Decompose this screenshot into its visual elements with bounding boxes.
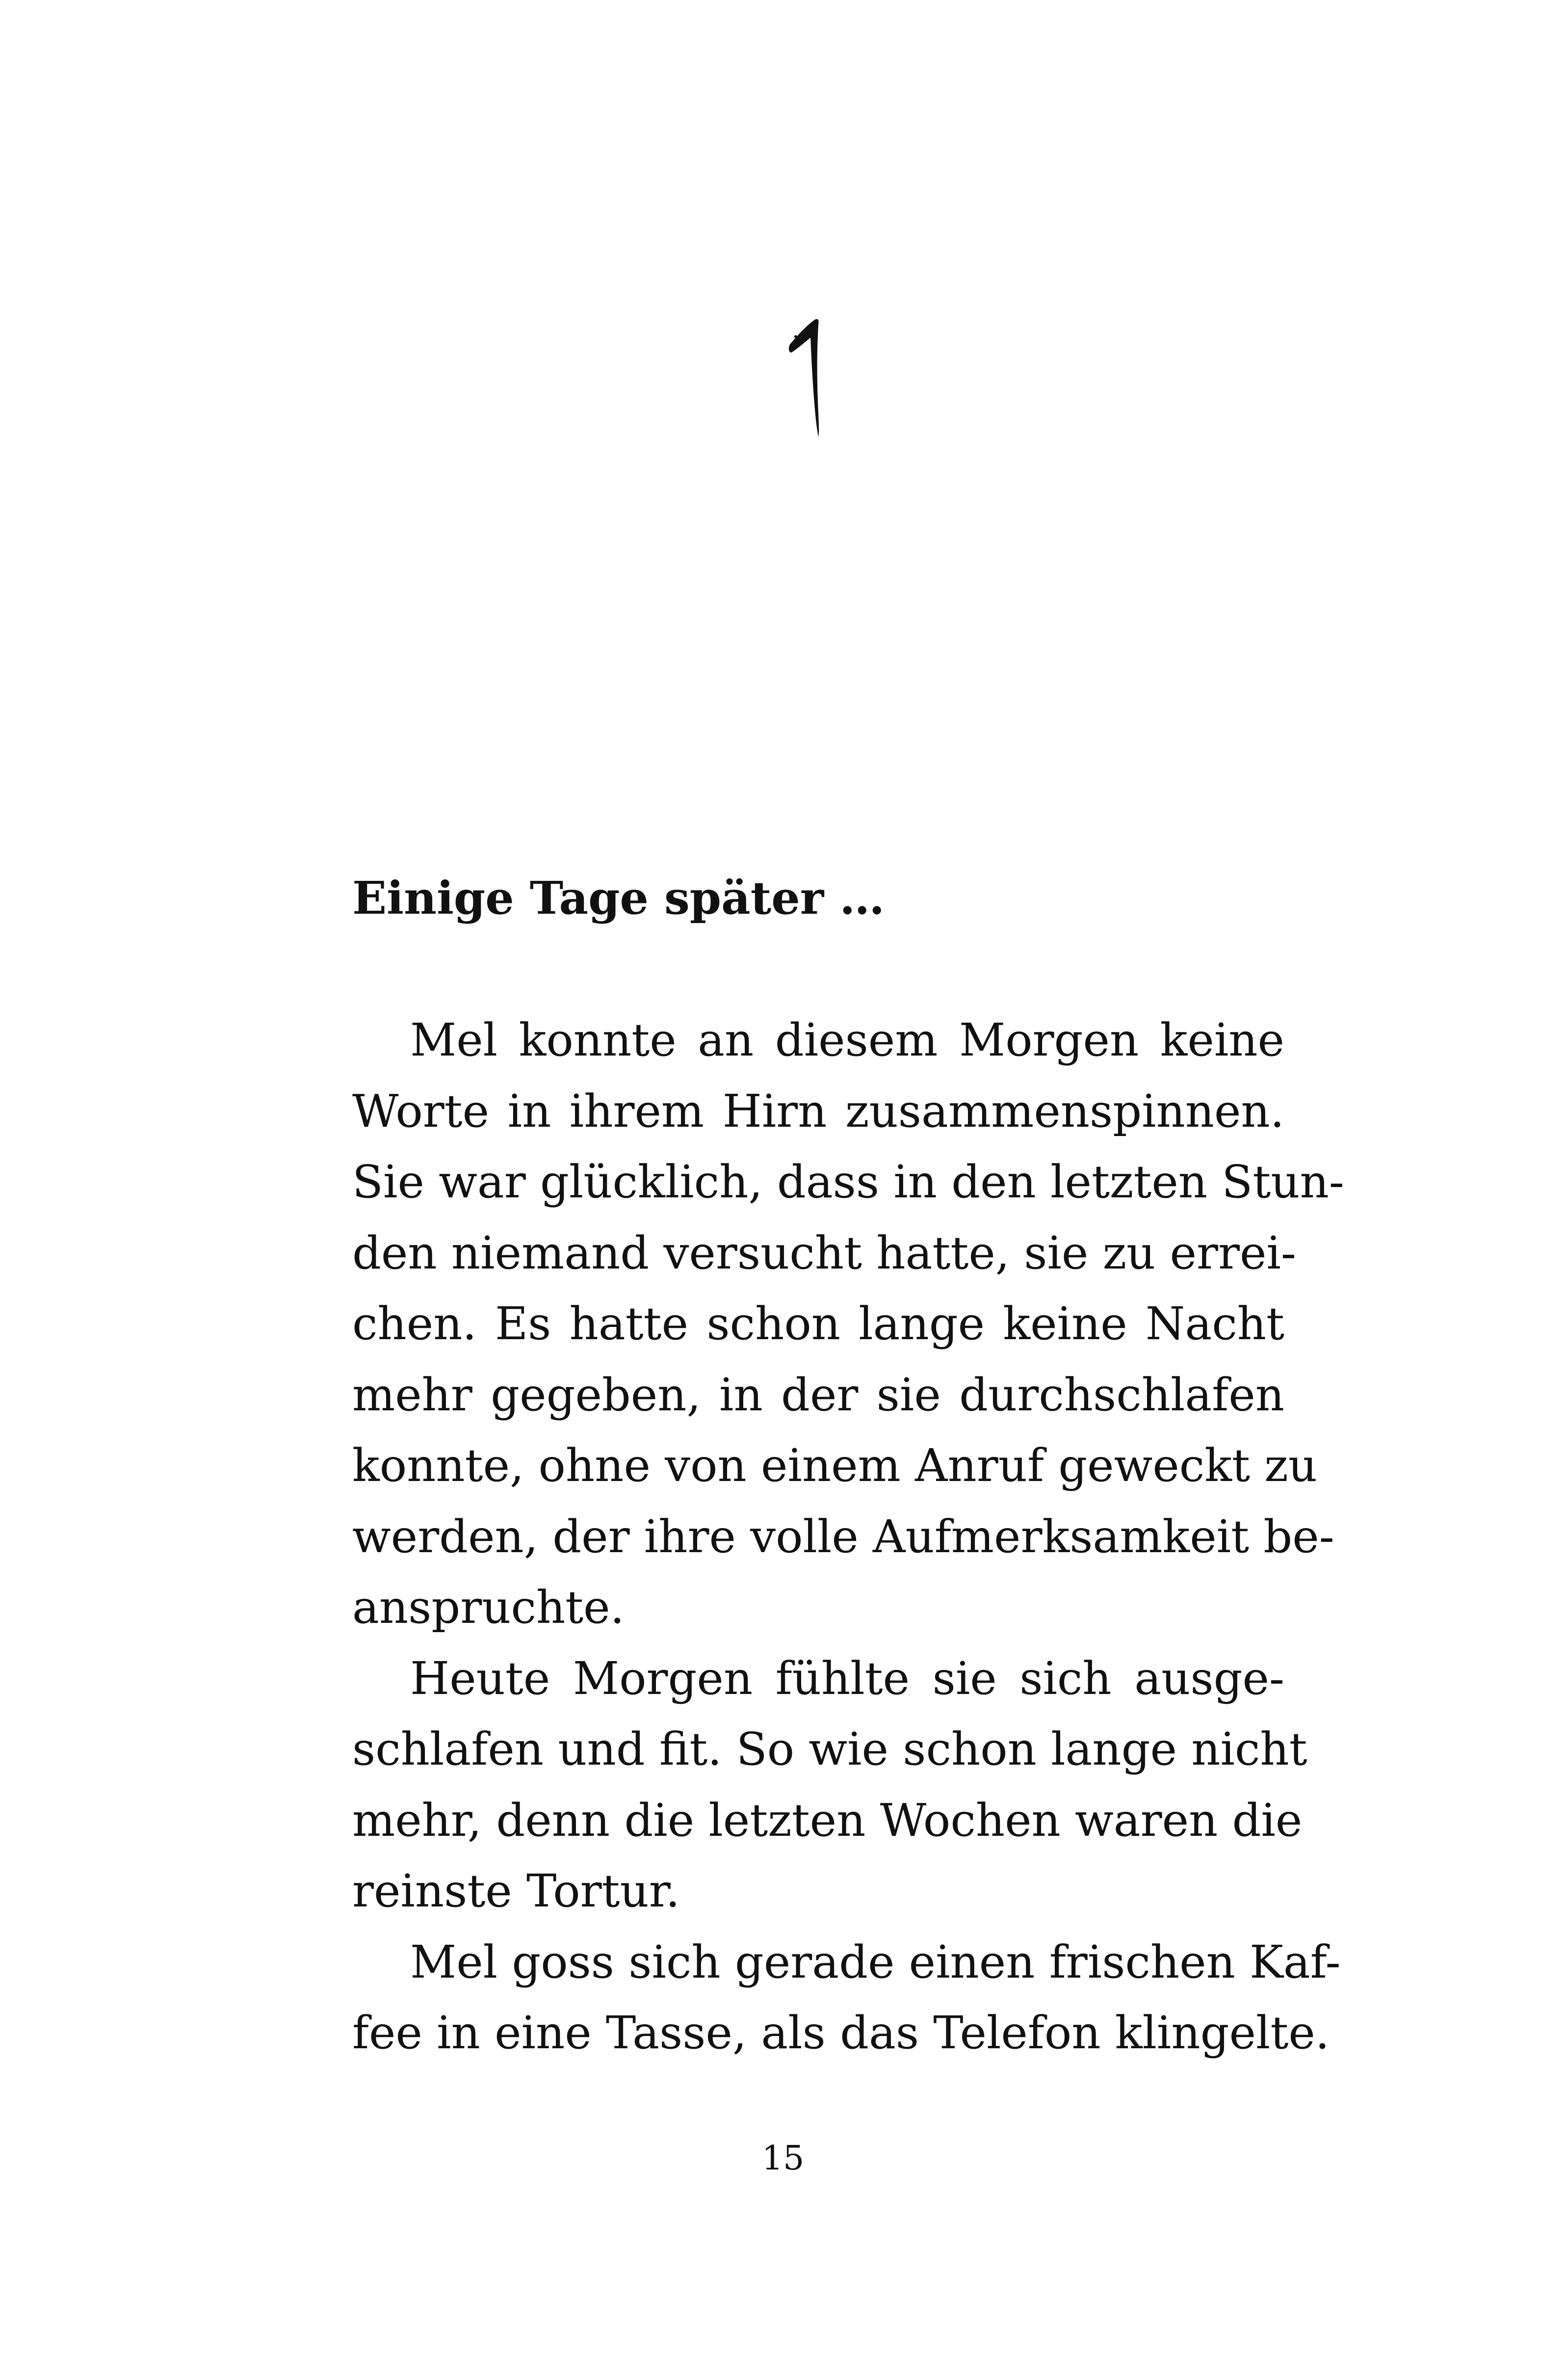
text-line: anspruchte. bbox=[352, 1581, 625, 1634]
text-line: chen. Es hatte schon lange keine Nacht bbox=[352, 1297, 1284, 1350]
text-line: mehr gegeben, in der sie durchschlafen bbox=[352, 1368, 1284, 1421]
page-number: 15 bbox=[761, 2139, 805, 2178]
text-line: werden, der ihre volle Aufmerksamkeit be- bbox=[352, 1510, 1334, 1563]
chapter-number-brush-glyph bbox=[775, 314, 834, 442]
text-line: schlafen und fit. So wie schon lange nicht bbox=[352, 1723, 1307, 1775]
text-line: den niemand versucht hatte, sie zu errei- bbox=[352, 1226, 1296, 1279]
text-line: konnte, ohne von einem Anruf geweckt zu bbox=[352, 1439, 1317, 1492]
text-line: mehr, denn die letzten Wochen waren die bbox=[352, 1794, 1303, 1847]
text-line: Heute Morgen fühlte sie sich ausge- bbox=[410, 1652, 1284, 1705]
chapter-subtitle: Einige Tage später … bbox=[352, 872, 885, 925]
body-text bbox=[352, 1005, 1344, 2069]
text-line: Mel goss sich gerade einen frischen Kaf- bbox=[410, 1935, 1341, 1988]
text-line: Sie war glücklich, dass in den letzten Stun- bbox=[352, 1156, 1344, 1208]
text-line: Worte in ihrem Hirn zusammenspinnen. bbox=[352, 1084, 1284, 1137]
text-line: reinste Tortur. bbox=[352, 1865, 680, 1917]
text-line: Mel konnte an diesem Morgen keine bbox=[410, 1014, 1284, 1066]
text-line: fee in eine Tasse, als das Telefon klingelte. bbox=[352, 2007, 1330, 2059]
chapter-number bbox=[775, 314, 834, 442]
